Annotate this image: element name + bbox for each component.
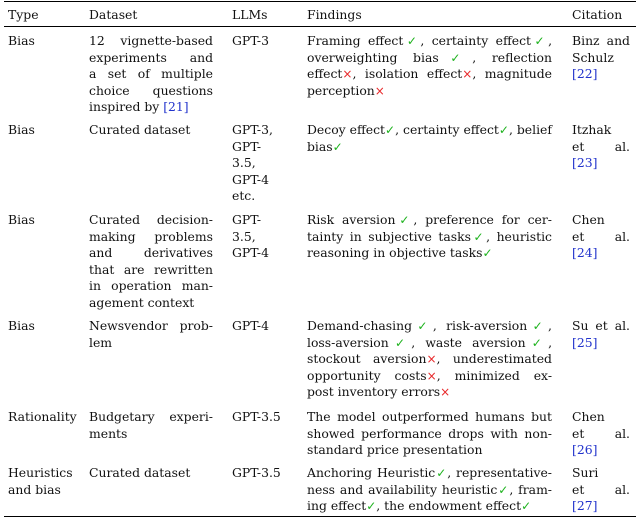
llm-line: GPT-3.5: [232, 409, 281, 424]
cross-icon: ×: [462, 67, 473, 82]
dataset-reference-link[interactable]: [21]: [163, 99, 189, 115]
check-icon: ✓: [366, 499, 377, 514]
cell-findings: [307, 122, 552, 155]
cell-llms: [232, 122, 296, 205]
check-icon: ✓: [332, 139, 343, 154]
cell-type: [8, 465, 78, 498]
findings-line: loss-aversion✓, waste aversion✓,: [307, 334, 553, 350]
check-icon: ✓: [525, 335, 549, 350]
check-icon: ✓: [482, 246, 493, 261]
findings-line: reasoning in objective tasks✓: [307, 245, 493, 261]
check-icon: ✓: [531, 34, 549, 48]
cell-citation: [572, 212, 630, 262]
dataset-line: ments: [89, 425, 128, 441]
check-icon: ✓: [527, 319, 549, 333]
check-icon: ✓: [403, 34, 421, 48]
citation-line: Suri: [572, 465, 599, 480]
dataset-line: lem: [89, 334, 113, 350]
cell-citation: [572, 409, 630, 459]
cell-dataset: [89, 212, 213, 312]
cell-type: [8, 33, 84, 50]
dataset-line: agement context: [89, 294, 195, 310]
dataset-line: in operation man-: [89, 278, 213, 294]
findings-line: Framing effect✓, certainty effect✓,: [307, 33, 553, 48]
findings-line: effect×, isolation effect×, magnitude: [307, 66, 552, 82]
citation-line: et al.: [572, 425, 630, 441]
cell-findings: [307, 465, 552, 515]
findings-line: perception×: [307, 82, 385, 98]
cell-type: [8, 409, 84, 426]
cell-dataset: [89, 33, 213, 116]
findings-line: Anchoring Heuristic✓, representative-: [307, 465, 552, 480]
check-icon: ✓: [388, 335, 412, 350]
dataset-line: and derivatives: [89, 245, 213, 261]
type-text: Bias: [8, 212, 35, 227]
citation-line: Chen: [572, 212, 605, 227]
citation-line: et al.: [572, 228, 630, 244]
citation-line: Su et al.: [572, 318, 630, 333]
type-text: Rationality: [8, 409, 77, 424]
check-icon: ✓: [521, 499, 532, 514]
citation-reference-link[interactable]: [23]: [572, 155, 598, 171]
dataset-line: that are rewritten: [89, 261, 213, 277]
citation-reference-link[interactable]: [25]: [572, 334, 598, 350]
header-rule: [4, 26, 636, 27]
cell-type: [8, 122, 84, 139]
cell-dataset: [89, 318, 213, 351]
cell-citation: [572, 33, 630, 83]
citation-line: et al.: [572, 481, 630, 497]
check-icon: ✓: [412, 319, 433, 333]
citation-reference-link[interactable]: [22]: [572, 66, 598, 82]
citation-line: Itzhak: [572, 122, 612, 137]
cell-citation: [572, 318, 630, 351]
type-text: Bias: [8, 122, 35, 137]
dataset-line: experiments and: [89, 49, 213, 65]
dataset-line: Curated dataset: [89, 122, 191, 137]
cell-llms: [232, 212, 296, 262]
llm-line: GPT-4: [232, 245, 269, 261]
table-top-rule: [4, 1, 636, 2]
cell-llms: [232, 33, 296, 50]
cross-icon: ×: [426, 352, 437, 367]
cell-dataset: [89, 122, 213, 139]
citation-reference-link[interactable]: [24]: [572, 245, 598, 261]
cell-type: [8, 318, 84, 335]
type-text: Bias: [8, 33, 35, 48]
findings-line: standard price presentation: [307, 442, 483, 458]
header-findings: Findings: [307, 7, 362, 22]
cross-icon: ×: [342, 67, 353, 82]
llm-line: GPT-3: [232, 33, 269, 48]
dataset-line: 12 vignette-based: [89, 33, 213, 48]
check-icon: ✓: [435, 466, 448, 480]
header-citation: Citation: [572, 7, 623, 22]
llm-line: GPT-: [232, 138, 262, 154]
dataset-line-wrap: [89, 99, 213, 116]
check-icon: ✓: [497, 482, 510, 497]
check-icon: ✓: [438, 50, 473, 65]
cell-findings: [307, 409, 552, 459]
dataset-line: a set of multiple: [89, 66, 213, 82]
dataset-line: Budgetary experi-: [89, 409, 213, 424]
cell-findings: [307, 318, 552, 401]
findings-line: opportunity costs×, minimized ex-: [307, 367, 552, 383]
cell-findings: [307, 212, 552, 262]
dataset-line: making problems: [89, 228, 213, 244]
type-text: Heuristics and bias: [8, 465, 73, 497]
header-dataset: Dataset: [89, 7, 138, 22]
citation-reference-link[interactable]: [27]: [572, 498, 598, 514]
findings-line: stockout aversion×, underestimated: [307, 351, 552, 367]
llm-line: etc.: [232, 188, 256, 204]
dataset-line: Curated decision-: [89, 212, 213, 227]
citation-reference-link[interactable]: [26]: [572, 442, 598, 458]
dataset-line: choice questions: [89, 82, 213, 98]
cross-icon: ×: [440, 385, 451, 400]
cell-dataset: [89, 409, 213, 442]
llm-line: GPT-4: [232, 318, 269, 333]
cell-dataset: [89, 465, 213, 482]
cell-findings: [307, 33, 552, 99]
check-icon: ✓: [470, 229, 487, 244]
header-type: Type: [8, 7, 39, 22]
llm-line: GPT-4: [232, 171, 269, 187]
citation-line: Binz and: [572, 33, 630, 48]
findings-line: The model outperformed humans but: [307, 409, 552, 424]
cell-citation: [572, 122, 630, 172]
findings-line: overweighting bias✓, reflection: [307, 49, 552, 65]
findings-line: Demand-chasing✓, risk-aversion✓,: [307, 318, 552, 333]
findings-line: Decoy effect✓, certainty effect✓, belief: [307, 122, 552, 137]
cell-llms: [232, 465, 296, 482]
cross-icon: ×: [374, 83, 385, 98]
cross-icon: ×: [426, 368, 437, 383]
findings-line: post inventory errors×: [307, 384, 451, 400]
check-icon: ✓: [395, 213, 414, 227]
check-icon: ✓: [385, 123, 396, 137]
dataset-line: inspired by: [89, 99, 164, 115]
dataset-line: Curated dataset: [89, 465, 191, 480]
llm-line: GPT-3.5: [232, 465, 281, 480]
header-llms: LLMs: [232, 7, 268, 22]
citation-line: et al.: [572, 138, 630, 154]
findings-line: showed performance drops with non-: [307, 425, 552, 441]
findings-line: tainty in subjective tasks✓, heuristic: [307, 228, 552, 244]
findings-line: Risk aversion✓, preference for cer-: [307, 212, 552, 227]
cell-llms: [232, 409, 296, 426]
citation-line: Schulz: [572, 49, 614, 65]
cell-type: [8, 212, 84, 229]
cell-citation: [572, 465, 630, 515]
llm-line: GPT-: [232, 212, 262, 227]
llm-line: GPT-3,: [232, 122, 273, 137]
type-text: Bias: [8, 318, 35, 333]
llm-line: 3.5,: [232, 155, 256, 171]
findings-line: bias✓: [307, 138, 343, 154]
check-icon: ✓: [498, 123, 509, 137]
findings-line: ness and availability heuristic✓, fram-: [307, 481, 552, 497]
dataset-line: Newsvendor prob-: [89, 318, 213, 333]
table-bottom-rule: [4, 516, 636, 517]
cell-llms: [232, 318, 296, 335]
llm-line: 3.5,: [232, 228, 256, 244]
findings-line: ing effect✓, the endowment effect✓: [307, 498, 532, 514]
citation-line: Chen: [572, 409, 605, 424]
